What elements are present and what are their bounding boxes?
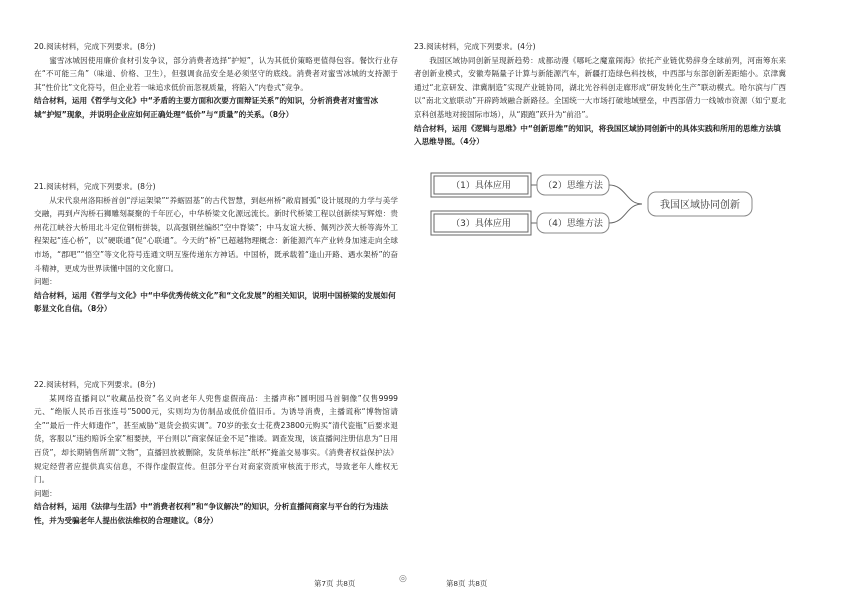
question-21-ask-label: 问题： (34, 277, 57, 287)
mindmap-box-4-label: （4）思维方法 (543, 219, 603, 229)
question-23 (414, 40, 786, 149)
binding-mark-icon: ◎ (399, 574, 407, 584)
mindmap-box-2-label: （2）思维方法 (543, 181, 603, 191)
question-22-heading: 22.阅读材料，完成下列要求。(8分) (34, 380, 156, 389)
mindmap-brace (609, 185, 642, 223)
question-20 (34, 40, 398, 122)
mindmap-box-1 (431, 173, 531, 197)
question-21 (34, 180, 398, 316)
question-22-task: 结合材料，运用《法律与生活》中“消费者权利”和“争议解决”的知识，分析直播间商家与平台的行为违法性，并为受骗老年人提出依法维权的合理建议。（8分） (34, 502, 389, 525)
mindmap-box-1-label: （1）具体应用 (451, 181, 511, 191)
question-23-material: 我国区域协同创新呈现新趋势：成都动漫《哪吒之魔童闹海》依托产业链优势辞身全球前列，河南筹东来者创新业模式，安徽寿隔量子计算与新能源汽车，新疆打造绿色科技核，中西部与东部创新差距缩小。京津冀通过“北京研发、津冀制造”实现产业链协同，湖北光谷科创走廊形成“研发转化生产”联动模式。哈尔滨与广西以“南北文旅联动”开辟跨域融合新路径。全国统一大市场打破地域壁垒，中西部借力一线城市资源（如宁夏北京科创基地对接国际市场），从“跟跑”跃升为“前沿”。 (414, 55, 786, 119)
question-21-heading: 21.阅读材料，完成下列要求。(8分) (34, 182, 156, 191)
mindmap-box-2 (537, 175, 609, 195)
mindmap-box-3 (431, 211, 531, 235)
mindmap-box-4 (537, 213, 609, 233)
question-21-task: 结合材料，运用《哲学与文化》中“中华优秀传统文化”和“文化发展”的相关知识，说明中国桥梁的发展如何彰显文化自信。（8分） (34, 290, 396, 314)
page-number-right: 第8页 共8页 (446, 579, 488, 588)
question-20-task: 结合材料，运用《哲学与文化》中“矛盾的主要方面和次要方面辩证关系”的知识，分析消费者对蜜雪冰城“护短”现象，并说明企业应如何正确处理“低价”与“质量”的关系。（8分） (34, 96, 379, 119)
page-number-left: 第7页 共8页 (314, 579, 356, 588)
question-22 (34, 378, 398, 528)
question-20-heading: 20.阅读材料，完成下列要求。(8分) (34, 42, 156, 51)
question-22-material: 某网络直播间以“收藏品投资”名义向老年人兜售虚假商品：主播声称“圆明园马首铜像”仅售9999元、“绝版人民币百张连号”5000元，实则均为仿制品或低价值旧币。为诱导消费，主播谎称“博物馆请全”“最后一件大师遗作”，甚至威胁“退货会损实调”。70岁的张女士花费23800元购买“清代瓷瓶”后要求退货，客服以“违约赔诉全家”相要挟，平台则以“商家保证金不足”推诿。调查发现，该直播间注册信息为“日用百货”，却长期销售所谓“文物”，直播回放被删除，发货单标注“纸杯”掩盖交易事实。《消费者权益保护法》规定经营者应提供真实信息，不得作虚假宣传。但部分平台对商家资质审核流于形式，导致老年人维权无门。 (34, 393, 398, 485)
question-23-task: 结合材料，运用《逻辑与思维》中“创新思维”的知识，将我国区域协同创新中的具体实践和所用的思维方法填入思维导图。（4分） (414, 123, 781, 147)
question-23-heading: 23.阅读材料，完成下列要求。(4分) (414, 42, 536, 51)
mindmap-root (648, 192, 752, 216)
mind-map-diagram (430, 172, 760, 242)
question-21-material: 从宋代泉州洛阳桥首创“浮运架梁”“养蛎固基”的古代智慧，到赵州桥“敞肩圆弧”设计展现的力学与美学交融，再到卢沟桥石狮雕刻凝聚的千年匠心，中华桥梁文化源远流长。新时代桥梁工程以创新续写辉煌：贵州花江峡谷大桥用北斗定位钢桁拼装，以高强钢丝编织“空中脊梁”；中马友谊大桥、佩列沙茨大桥等海外工程架起“连心桥”，以“硬联通”促“心联通”。今天的“桥”已超越物理概念：新能源汽车产业转身加速走向全球市场，“郡吧”“悟空”等文化符号连通文明互鉴传递东方神话。中国桥，既承载着“逢山开路、遇水架桥”的奋斗精神，更成为世界读懂中国的文化窗口。 (34, 195, 398, 273)
question-22-ask-label: 问题： (34, 488, 57, 498)
mindmap-box-3-label: （3）具体应用 (451, 219, 511, 229)
mindmap-root-label: 我国区域协同创新 (660, 200, 740, 211)
question-20-material: 蜜雪冰城因使用廉价食材引发争议，部分消费者选择“护短”，认为其低价策略更值得包容。餐饮行业存在“不可能三角”（味道、价格、卫生），但强调食品安全是必须坚守的底线。消费者对蜜雪冰城的支持源于其“性价比”文化符号，但企业若一味追求低价而忽视质量，将陷入“内卷式”竞争。 (34, 55, 398, 92)
